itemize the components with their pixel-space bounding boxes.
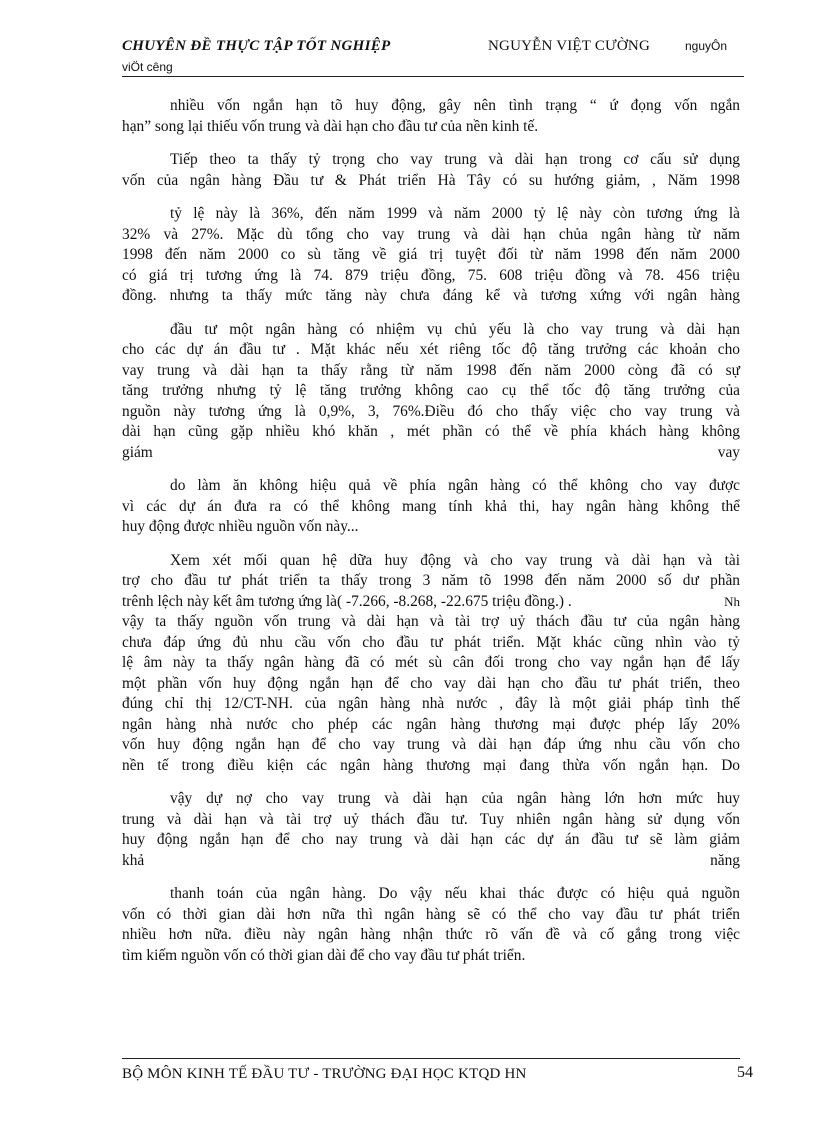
text-line: một phần vốn huy động ngắn hạn để cho vay dài hạn cho đầu tư phát triển, theo (122, 674, 740, 692)
footer-department: BỘ MÔN KINH TẾ ĐẦU TƯ - TRƯỜNG ĐẠI HỌC KTQD HN (122, 1066, 527, 1082)
author-name-encoded: nguyÔn (685, 39, 728, 53)
text-line: thanh toán của ngân hàng. Do vậy nếu khai thác được có hiệu quả nguồn (170, 885, 740, 902)
text-line: đầu tư một ngân hàng có nhiệm vụ chủ yếu là cho vay trung và dài hạn (170, 320, 740, 338)
text-line: nhiều vốn ngắn hạn tõ huy động, gây nên tình trạng “ ứ đọng vốn ngắn (170, 97, 740, 114)
header-divider (122, 76, 744, 77)
paragraph-7 (122, 789, 740, 871)
text-line: vì các dự án đưa ra có thể không mang tính khả thi, hay ngân hàng không thể (122, 497, 740, 515)
text-line: cho các dự án đầu tư . Mặt khác nếu xét riêng tốc độ tăng trưởng các khoản cho (122, 341, 740, 358)
text-line: tỷ lệ này là 36%, đến năm 1999 và năm 2000 tỷ lệ này còn tương ứng là (170, 205, 740, 222)
split-left: giám (122, 443, 153, 461)
text-line: trênh lệch này kết âm tương ứng là( -7.266, -8.268, -22.675 triệu đồng.) . (122, 592, 572, 610)
text-line: vốn huy động ngắn hạn để cho vay trung và dài hạn đáp ứng nhu cầu vốn cho (122, 736, 740, 753)
text-line: huy động ngắn hạn để cho nay trung và dài hạn các dự án đầu tư sẽ làm giảm (122, 831, 740, 848)
text-line: vốn của ngân hàng Đầu tư & Phát triển Hà Tây có su hướng giảm, , Năm 1998 (122, 171, 740, 189)
text-line: tăng trưởng nhưng tỷ lệ tăng trưởng không cao cụ thể tốc độ tăng trưởng của (122, 382, 740, 399)
paragraph-1 (122, 96, 740, 137)
text-line: dài hạn cũng gặp nhiều khó khăn , mét phần có thể về phía khách hàng không (122, 423, 740, 440)
text-line: vậy dự nợ cho vay trung và dài hạn của ngân hàng lớn hơn mức huy (170, 790, 740, 807)
text-line: nền tế trong điều kiện các ngân hàng thương mại đang thừa vốn ngắn hạn. Do (122, 756, 740, 774)
paragraph-2 (122, 150, 740, 191)
page-number: 54 (737, 1064, 753, 1081)
author-name-encoded-continuation: viÖt cêng (122, 60, 173, 74)
text-line: huy động được nhiều nguồn vốn này... (122, 518, 359, 535)
text-line: Xem xét mối quan hệ dữa huy động và cho vay trung và dài hạn và tài (170, 551, 740, 569)
text-line: tìm kiếm nguồn vốn có thời gian dài để cho vay đầu tư phát triển. (122, 946, 526, 964)
text-line: đồng. nhưng ta thấy mức tăng này chưa đáng kể và tương xứng với ngân hàng (122, 287, 740, 304)
text-line: hạn” song lại thiếu vốn trung và dài hạn cho đầu tư của nền kinh tế. (122, 117, 539, 135)
footer-divider (122, 1058, 740, 1059)
text-line: ngân hàng nhà nước cho phép các ngân hàng thương mại được phép lấy 20% (122, 715, 740, 733)
paragraph-4 (122, 320, 740, 464)
text-line: 1998 đến năm 2000 co sù tăng về giá trị tuyệt đối từ năm 1998 đến năm 2000 (122, 246, 740, 263)
text-line: 32% và 27%. Mặc dù tổng cho vay trung và dài hạn chủa ngân hàng từ năm (122, 225, 740, 243)
text-line: vậy ta thấy nguồn vốn trung và dài hạn và tài trợ uỷ thách đầu tư của ngân hàng (122, 613, 740, 630)
text-line: lệ âm này ta thấy ngân hàng đã có mét sù cân đối trong cho vay ngắn hạn để lấy (122, 654, 740, 671)
split-line (122, 443, 740, 464)
report-title: CHUYÊN ĐỀ THỰC TẬP TỐT NGHIỆP (122, 38, 391, 54)
text-line: vốn có thời gian dài hơn nữa thì ngân hàng sẽ có thể cho vay đầu tư phát triển (122, 905, 740, 923)
text-line: do làm ăn không hiệu quả về phía ngân hàng có thể không cho vay được (170, 477, 740, 494)
text-line: đúng chỉ thị 12/CT-NH. của ngân hàng nhà nước , đây là một giải pháp tình thế (122, 695, 740, 712)
text-line: chưa đáp ứng đủ nhu cầu vốn cho đầu tư phát triển. Mặt khác cũng nhìn vào tỷ (122, 633, 740, 651)
text-line-tail: Nh (724, 593, 740, 609)
paragraph-5 (122, 476, 740, 538)
author-name: NGUYỄN VIỆT CƯỜNG (488, 38, 650, 54)
page-header (122, 36, 744, 80)
paragraph-3 (122, 204, 740, 307)
text-line: có giá trị tương ứng là 74. 879 triệu đồng, 75. 608 triệu đồng và 78. 456 triệu (122, 266, 740, 284)
text-line: Tiếp theo ta thấy tỷ trọng cho vay trung và dài hạn trong cơ cấu sử dụng (170, 151, 740, 168)
paragraph-6 (122, 551, 740, 777)
split-right: vay (717, 443, 740, 461)
split-line (122, 851, 740, 872)
split-right: năng (710, 851, 740, 869)
text-line: vay trung và dài hạn ta thấy rằng từ năm 1998 đến năm 2000 còng đã có sự (122, 361, 740, 379)
text-line: trung và dài hạn và tài trợ uỷ thách đầu tư. Tuy nhiên ngân hàng sử dụng vốn (122, 810, 740, 828)
paragraph-8 (122, 884, 740, 966)
text-line: trợ cho đầu tư phát triển ta thấy trong 3 năm tõ 1998 đến năm 2000 số dư phần (122, 572, 740, 589)
split-left: khả (122, 851, 145, 869)
document-body (122, 96, 740, 966)
split-line (122, 592, 740, 613)
text-line: nhiều hơn nữa. điều này ngân hàng nhận thức rõ vấn đề và cố gắng trong việc (122, 926, 740, 943)
text-line: nguồn này tương ứng là 0,9%, 3, 76%.Điều đó cho thấy việc cho vay trung và (122, 402, 740, 420)
